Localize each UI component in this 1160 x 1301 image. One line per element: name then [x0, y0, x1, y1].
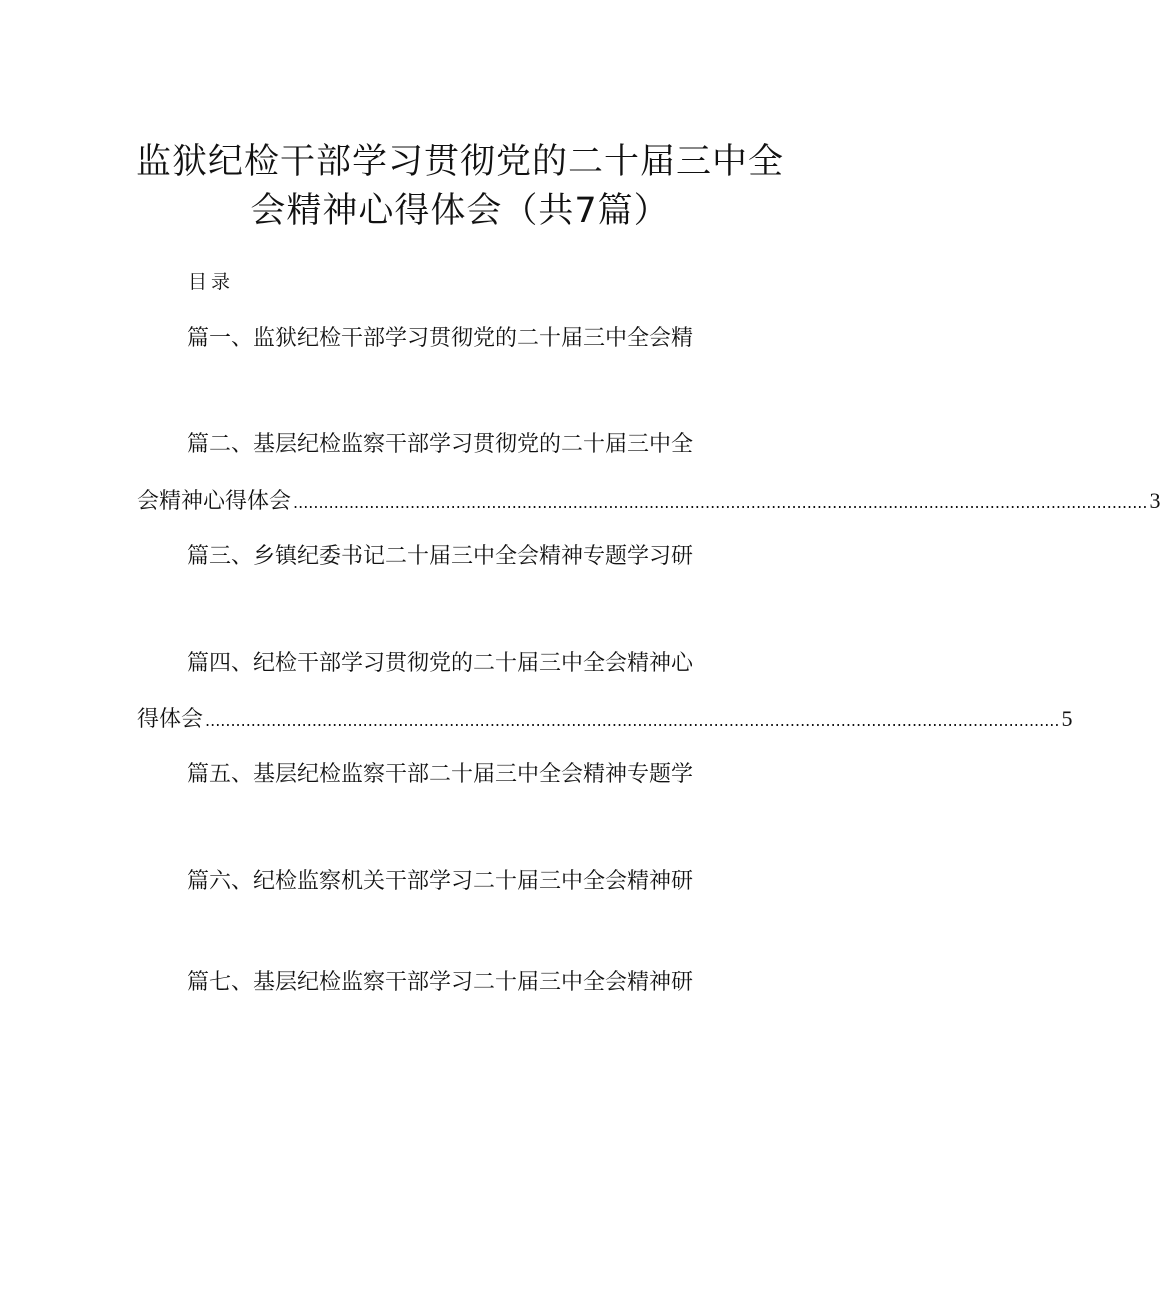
toc-heading: 目录 — [188, 271, 235, 293]
toc-entry-6: 篇六、纪检监察机关干部学习二十届三中全会精神研 — [187, 869, 694, 894]
dot-leader: ........................................................................................................................................................................ — [205, 711, 1060, 730]
toc-entry-4-text: 得体会 — [137, 707, 204, 732]
toc-entry-2: 篇二、基层纪检监察干部学习贯彻党的二十届三中全 — [187, 432, 694, 457]
toc-entry-1: 篇一、监狱纪检干部学习贯彻党的二十届三中全会精 — [187, 326, 694, 351]
toc-entry-2-page: 3 — [1149, 488, 1160, 513]
toc-entry-4-page: 5 — [1061, 706, 1073, 731]
toc-entry-7: 篇七、基层纪检监察干部学习二十届三中全会精神研 — [187, 970, 694, 995]
toc-entry-4: 篇四、纪检干部学习贯彻党的二十届三中全会精神心 — [187, 651, 694, 676]
toc-entry-2-text: 会精神心得体会 — [137, 489, 292, 514]
document-title-line-1: 监狱纪检干部学习贯彻党的二十届三中全 — [135, 142, 784, 182]
toc-entry-5: 篇五、基层纪检监察干部二十届三中全会精神专题学 — [187, 762, 694, 787]
toc-entry-4-continuation — [137, 703, 1073, 737]
toc-entry-3: 篇三、乡镇纪委书记二十届三中全会精神专题学习研 — [187, 544, 694, 569]
toc-entry-2-continuation — [137, 485, 1160, 519]
document-title-line-2: 会精神心得体会（共7篇） — [250, 191, 670, 231]
dot-leader: ........................................................................................................................................................................ — [293, 493, 1148, 512]
